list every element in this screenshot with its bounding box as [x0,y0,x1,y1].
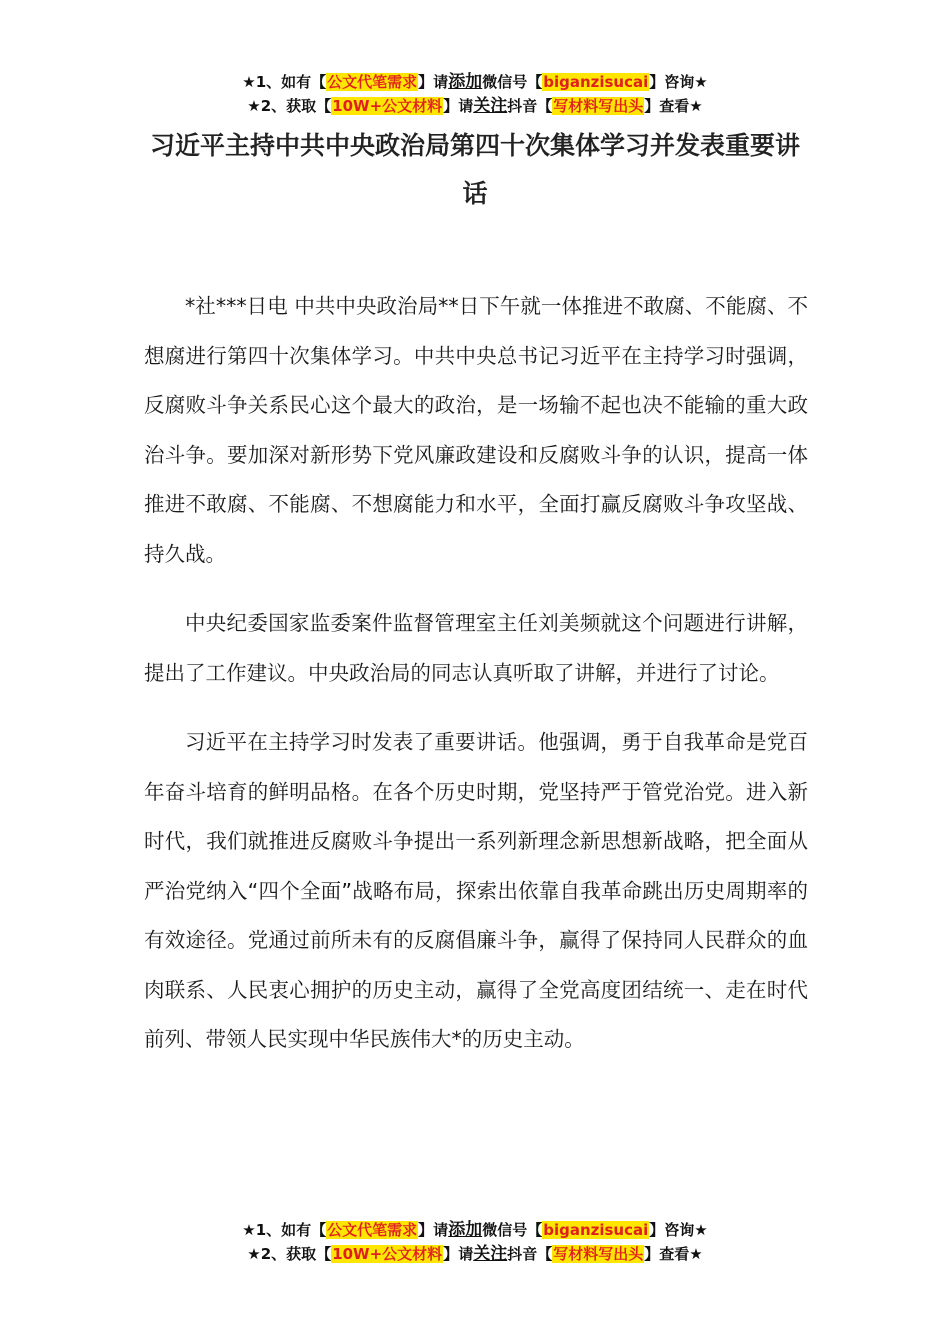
banner-text: ★1、如有【 [242,1221,327,1239]
materials-highlight: 10W+公文材料 [332,97,443,115]
paragraph-1: *社***日电 中共中央政治局**日下午就一体推进不敢腐、不能腐、不想腐进行第四十次集体学习。中共中央总书记习近平在主持学习时强调，反腐败斗争关系民心这个最大的政治，是一场输不起也决不能输的重大政治斗争。要加深对新形势下党风廉政建设和反腐败斗争的认识，提高一体推进不敢腐、不能腐、不想腐能力和水平，全面打赢反腐败斗争攻坚战、持久战。 [144,294,808,566]
materials-highlight: 10W+公文材料 [332,1245,443,1263]
banner-line-2 [0,1242,950,1266]
banner-text: 】请 [443,1245,474,1263]
wechat-id-highlight: biganzisucai [543,1221,649,1239]
banner-text: 】咨询★ [649,73,708,91]
banner-text: 微信号【 [482,73,543,91]
banner-text: 微信号【 [482,1221,543,1239]
ghostwriting-highlight: 公文代笔需求 [327,1221,418,1239]
banner-line-1 [0,70,950,94]
banner-text: 】咨询★ [649,1221,708,1239]
paragraph-2: 中央纪委国家监委案件监督管理室主任刘美频就这个问题进行讲解，提出了工作建议。中央政治局的同志认真听取了讲解，并进行了讨论。 [144,611,808,685]
follow-emphasis: 关注 [473,96,508,116]
paragraph-3: 习近平在主持学习时发表了重要讲话。他强调，勇于自我革命是党百年奋斗培育的鲜明品格。在各个历史时期，党坚持严于管党治党。进入新时代，我们就推进反腐败斗争提出一系列新理念新思想新战略，把全面从严治党纳入“四个全面”战略布局，探索出依靠自我革命跳出历史周期率的有效途径。党通过前所未有的反腐倡廉斗争，赢得了保持同人民群众的血肉联系、人民衷心拥护的历史主动，赢得了全党高度团结统一、走在时代前列、带领人民实现中华民族伟大*的历史主动。 [144,730,808,1051]
banner-text: 抖音【 [507,97,553,115]
douyin-account-highlight: 写材料写出头 [553,1245,644,1263]
banner-line-1 [0,1218,950,1242]
banner-text: 】请 [418,1221,449,1239]
add-emphasis: 添加 [448,72,483,92]
document-title: 习近平主持中共中央政治局第四十次集体学习并发表重要讲话 [149,131,800,208]
douyin-account-highlight: 写材料写出头 [553,97,644,115]
ghostwriting-highlight: 公文代笔需求 [327,73,418,91]
add-emphasis: 添加 [448,1220,483,1240]
banner-text: ★2、获取【 [247,97,332,115]
banner-text: 】查看★ [644,1245,703,1263]
bottom-banner [0,1218,950,1266]
banner-line-2 [0,94,950,118]
banner-text: ★2、获取【 [247,1245,332,1263]
wechat-id-highlight: biganzisucai [543,73,649,91]
top-banner [0,70,950,118]
follow-emphasis: 关注 [473,1244,508,1264]
banner-text: 抖音【 [507,1245,553,1263]
document-body [144,282,808,1085]
banner-text: 】请 [443,97,474,115]
banner-text: ★1、如有【 [242,73,327,91]
banner-text: 】请 [418,73,449,91]
banner-text: 】查看★ [644,97,703,115]
